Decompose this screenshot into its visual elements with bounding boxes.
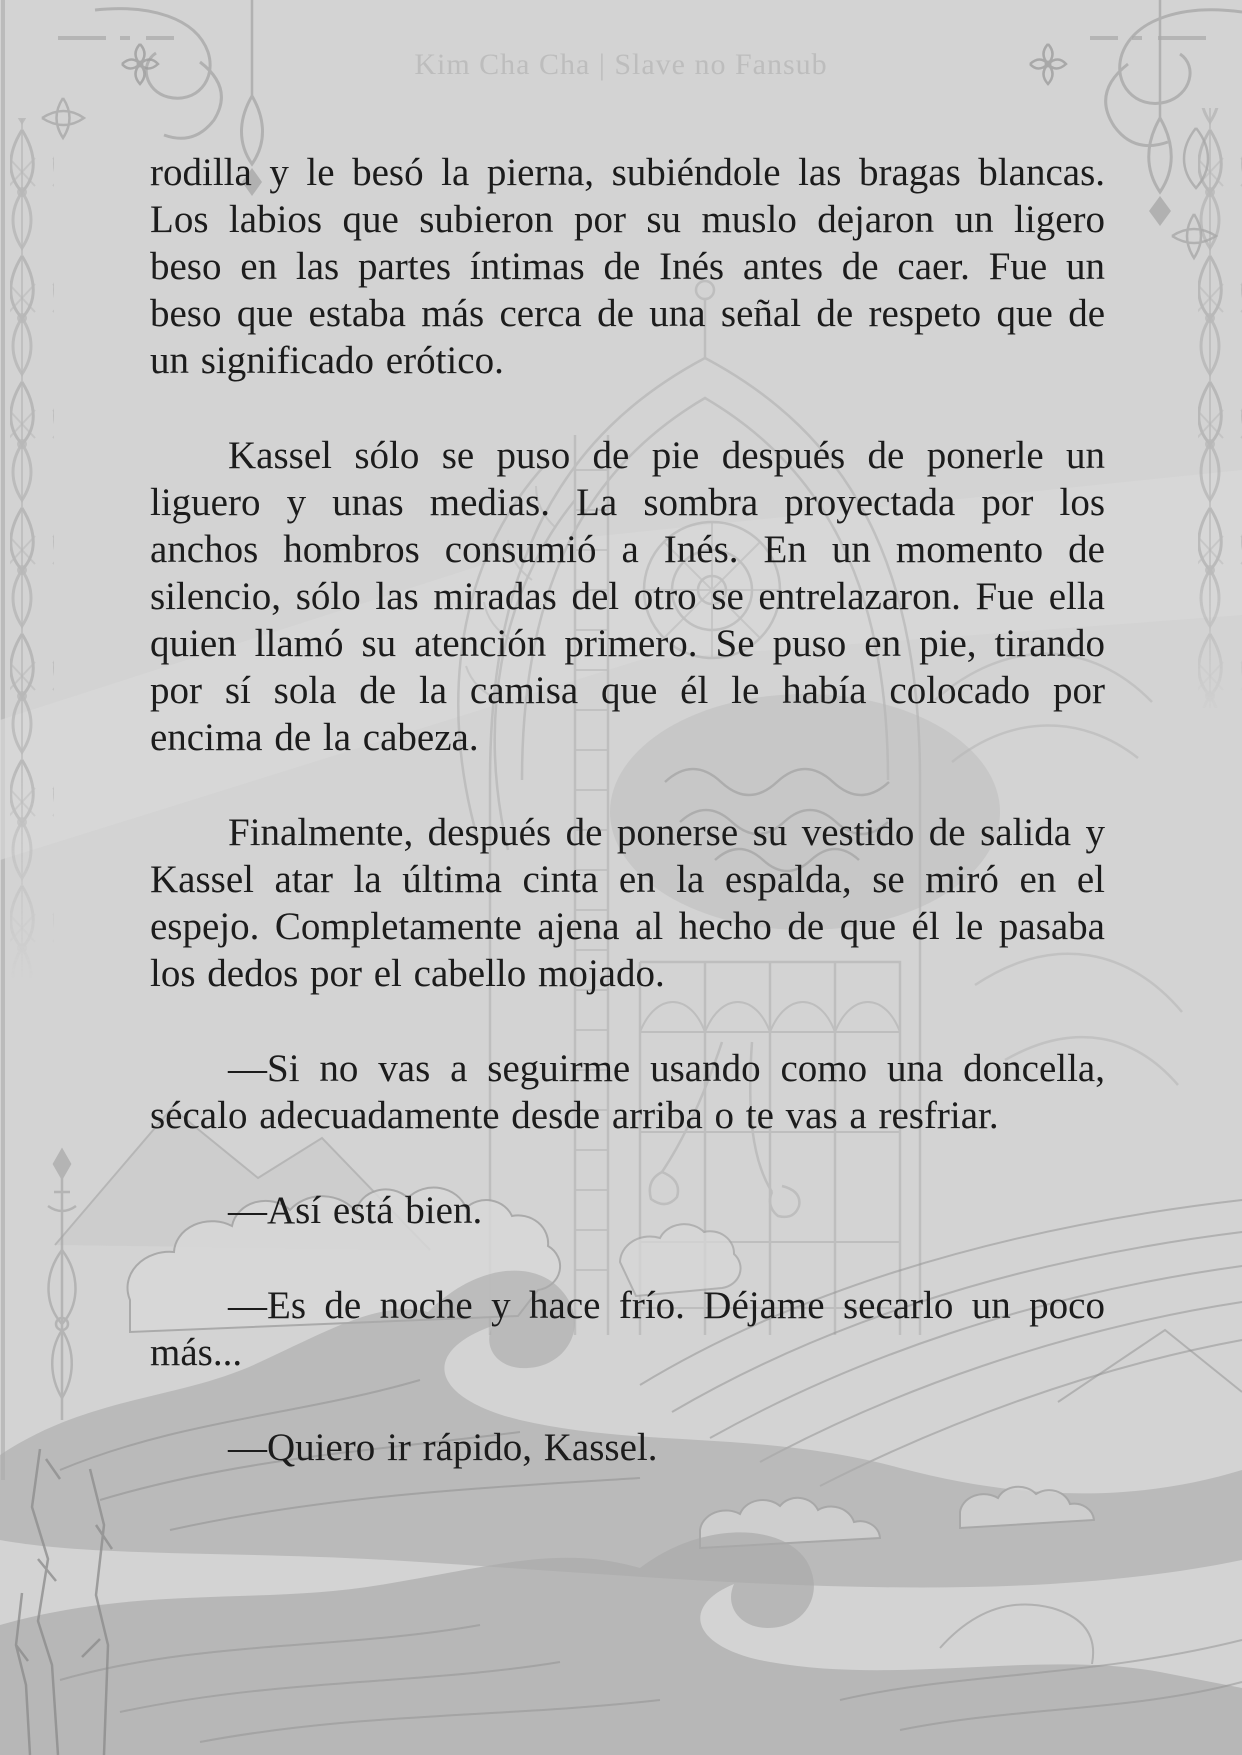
border-finial-icon xyxy=(48,1150,76,1420)
paragraph: Finalmente, después de ponerse su vestido de salida y Kassel atar la última cinta en la espalda, se miró en el espejo. Completamente ajena al hecho de que él le pasaba los dedos por el cabello mojado. xyxy=(150,811,1105,995)
dialogue-paragraph: —Así está bien. xyxy=(228,1189,483,1232)
page-header: Kim Cha Cha | Slave no Fansub xyxy=(414,48,828,81)
dialogue-paragraph: —Es de noche y hace frío. Déjame secarlo un poco más... xyxy=(150,1284,1105,1374)
paragraph: Kassel sólo se puso de pie después de ponerle un liguero y unas medias. La sombra proyectada por los anchos hombros consumió a Inés. En un momento de silencio, sólo las miradas del otro se entrelazaron. Fue ella quien llamó su atención primero. Se puso en pie, tirando por sí sola de la camisa que él le había colocado por encima de la cabeza. xyxy=(150,434,1105,759)
text-block xyxy=(150,149,1105,1519)
dialogue-paragraph: —Quiero ir rápido, Kassel. xyxy=(228,1426,658,1469)
ornamental-border-right xyxy=(1198,108,1242,708)
paragraph: rodilla y le besó la pierna, subiéndole las bragas blancas. Los labios que subieron por su muslo dejaron un ligero beso en las partes íntimas de Inés antes de caer. Fue un beso que estaba más cerca de una señal de respeto que de un significado erótico. xyxy=(150,151,1105,382)
ornamental-border-left xyxy=(10,118,54,978)
dialogue-paragraph: —Si no vas a seguirme usando como una doncella, sécalo adecuadamente desde arriba o te vas a resfriar. xyxy=(150,1047,1105,1137)
